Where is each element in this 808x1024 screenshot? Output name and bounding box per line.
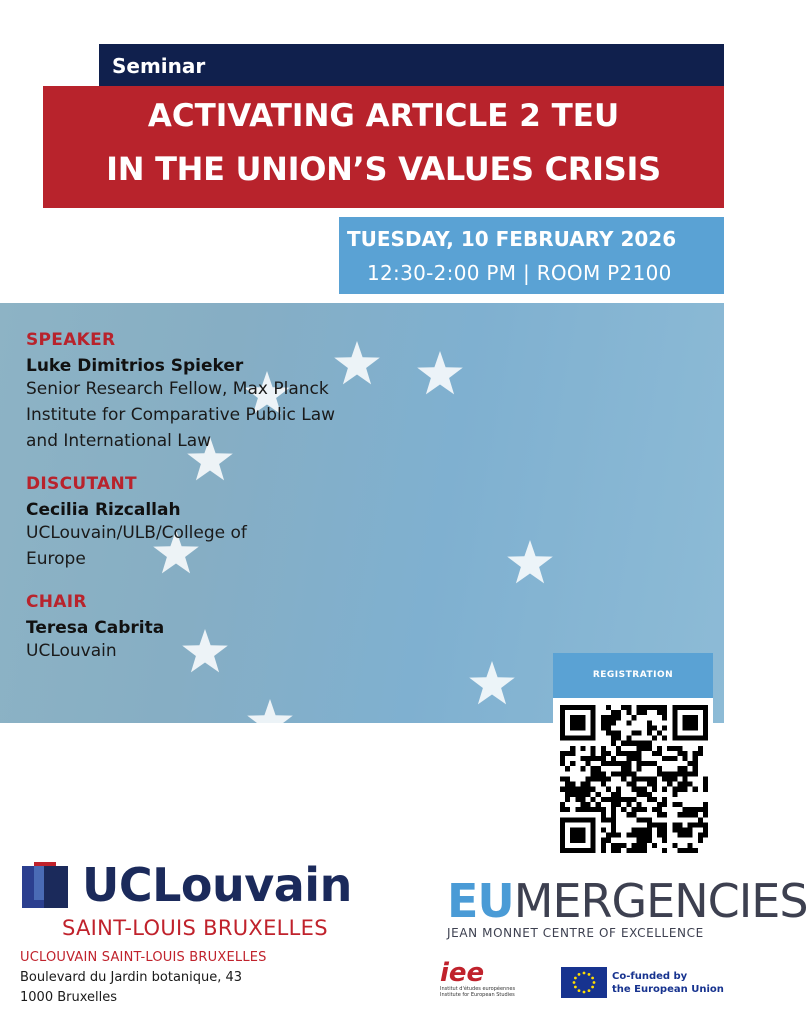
discutant-block [26, 474, 356, 572]
title-line-1: ACTIVATING ARTICLE 2 TEU [147, 98, 620, 134]
eumergencies-rest: MERGENCIES [513, 874, 808, 928]
role-label: SPEAKER [26, 330, 116, 350]
role-label: DISCUTANT [26, 474, 137, 494]
seminar-banner [99, 44, 724, 86]
cofund-line-2: the European Union [612, 984, 724, 995]
role-label: CHAIR [26, 592, 87, 612]
event-time-room: 12:30-2:00 PM | ROOM P2100 [367, 261, 672, 285]
chair-block [26, 592, 356, 664]
title-line-2: IN THE UNION’S VALUES CRISIS [106, 150, 661, 188]
person-name: Luke Dimitrios Spieker [26, 356, 244, 376]
iee-name-fr: Institut d'études européennes [440, 986, 516, 992]
registration-card[interactable] [553, 653, 713, 861]
eu-flag-icon [561, 967, 607, 998]
qr-code-icon[interactable] [560, 705, 708, 853]
iee-logo [440, 960, 550, 1000]
address-institution: UCLOUVAIN SAINT-LOUIS BRUXELLES [20, 950, 267, 965]
iee-wordmark: iee [440, 958, 485, 988]
address-city: 1000 Bruxelles [20, 990, 118, 1005]
uclouvain-campus: SAINT-LOUIS BRUXELLES [62, 916, 328, 940]
title-banner [43, 86, 724, 208]
iee-name-en: Institute for European Studies [440, 992, 515, 998]
speaker-block [26, 330, 356, 454]
eumergencies-eu: EU [447, 874, 514, 928]
uclouvain-logo-icon [22, 862, 68, 908]
person-affiliation: UCLouvain [26, 641, 117, 661]
person-name: Cecilia Rizcallah [26, 500, 181, 520]
person-affiliation: Senior Research Fellow, Max Planck Institute for Comparative Public Law and International Law [26, 379, 336, 451]
person-affiliation: UCLouvain/ULB/College of Europe [26, 523, 247, 569]
date-banner [339, 217, 724, 294]
eu-cofunding-text [612, 970, 724, 996]
address-street: Boulevard du Jardin botanique, 43 [20, 970, 243, 985]
event-date: TUESDAY, 10 FEBRUARY 2026 [347, 227, 677, 251]
cofund-line-1: Co-funded by [612, 971, 688, 982]
eumergencies-tagline: JEAN MONNET CENTRE OF EXCELLENCE [447, 926, 704, 940]
participants [26, 330, 356, 684]
registration-label: REGISTRATION [553, 653, 713, 698]
person-name: Teresa Cabrita [26, 618, 165, 638]
eumergencies-logo [447, 874, 808, 940]
seminar-label: Seminar [112, 54, 206, 78]
uclouvain-name: UCLouvain [82, 858, 352, 912]
address-block [20, 948, 267, 1008]
